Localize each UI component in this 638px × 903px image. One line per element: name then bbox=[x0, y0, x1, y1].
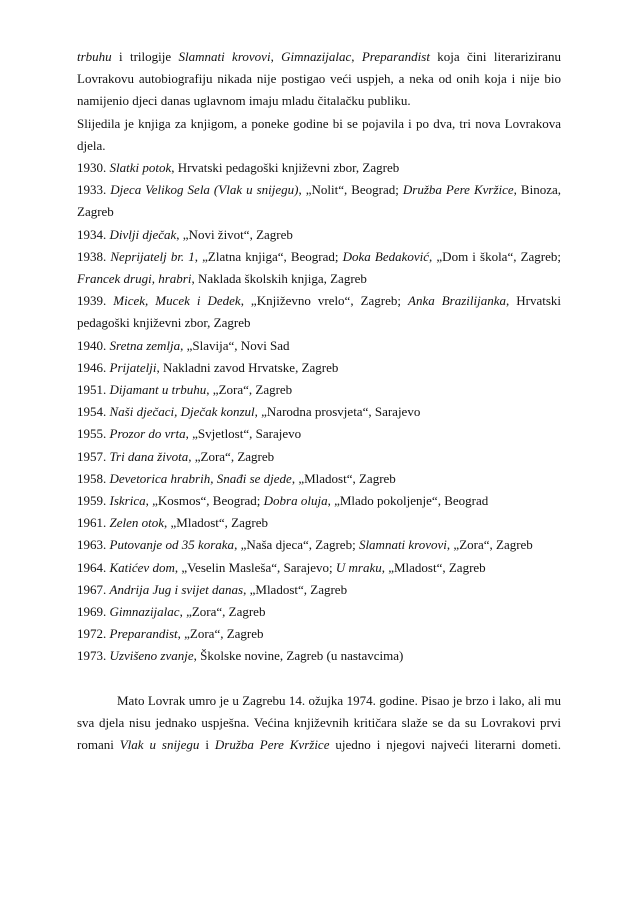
works-entry bbox=[77, 379, 561, 401]
works-entry bbox=[77, 446, 561, 468]
work-publisher: , „Nolit“, Beograd; bbox=[298, 182, 403, 198]
works-entry bbox=[77, 468, 561, 490]
works-year: 1973. bbox=[77, 648, 110, 664]
italic-title: Gimnazijalac bbox=[281, 49, 352, 64]
works-entry bbox=[77, 557, 561, 579]
work-publisher: , „Narodna prosvjeta“, Sarajevo bbox=[254, 404, 421, 420]
works-entry bbox=[77, 401, 561, 423]
closing-paragraph: Mato Lovrak umro je u Zagrebu 14. ožujka 1974. godine. Pisao je brzo i lako, ali mu sva djela nisu jednako uspješna. Većina književnih kritičara slaže se da su Lovrakovi prvi romani Vlak u snijegu i Družba Pere Kvržice ujedno i njegovi najveći literarni dometi. bbox=[77, 692, 561, 753]
work-publisher: , „Slavija“, Novi Sad bbox=[180, 337, 290, 353]
work-publisher: , „Mladost“, Zagreb bbox=[381, 559, 486, 575]
work-publisher: , „Kosmos“, Beograd; bbox=[145, 493, 264, 509]
work-publisher: , Binoza, Zagreb bbox=[77, 182, 561, 220]
work-title: Anka Brazilijanka bbox=[408, 293, 506, 309]
works-year: 1958. bbox=[77, 470, 110, 486]
italic-title: Slamnati krovovi bbox=[178, 49, 271, 64]
work-publisher: , „Književno vrelo“, Zagreb; bbox=[240, 293, 408, 309]
italic-title: trbuhu bbox=[77, 49, 112, 64]
work-publisher: , „Zora“, Zagreb bbox=[446, 537, 533, 553]
paragraph-gap bbox=[77, 668, 561, 690]
work-title: U mraku bbox=[335, 559, 382, 575]
work-title: Doka Bedaković bbox=[342, 248, 430, 264]
works-entry bbox=[77, 645, 561, 667]
work-title: Tri dana života bbox=[109, 448, 189, 464]
document-page bbox=[77, 46, 561, 756]
works-entry bbox=[77, 357, 561, 379]
works-entry bbox=[77, 534, 561, 556]
works-entry bbox=[77, 290, 561, 334]
work-title: Djeca Velikog Sela (Vlak u snijegu) bbox=[110, 182, 299, 198]
work-title: Zelen otok bbox=[109, 515, 165, 531]
work-title: Andrija Jug i svijet danas bbox=[109, 581, 244, 597]
works-entry bbox=[77, 246, 561, 290]
works-year: 1959. bbox=[77, 493, 110, 509]
work-publisher: , Hrvatski pedagoški književni zbor, Zagreb bbox=[171, 160, 400, 176]
italic-title: Družba Pere Kvržice bbox=[214, 737, 330, 753]
work-title: Preparandist bbox=[109, 626, 178, 642]
works-year: 1955. bbox=[77, 426, 110, 442]
works-year: 1969. bbox=[77, 604, 110, 620]
works-year: 1930. bbox=[77, 160, 110, 176]
work-title: Dobra oluja bbox=[263, 493, 328, 509]
work-title: Uzvišeno zvanje bbox=[109, 648, 194, 664]
work-publisher: , „Zora“, Zagreb bbox=[206, 382, 293, 398]
works-year: 1957. bbox=[77, 448, 110, 464]
work-publisher: , „Novi život“, Zagreb bbox=[176, 226, 293, 242]
work-publisher: , „Naša djeca“, Zagreb; bbox=[234, 537, 359, 553]
work-title: Dijamant u trbuhu bbox=[109, 382, 207, 398]
work-publisher: , „Svjetlost“, Sarajevo bbox=[185, 426, 302, 442]
works-year: 1967. bbox=[77, 581, 110, 597]
works-year: 1940. bbox=[77, 337, 110, 353]
works-entry bbox=[77, 224, 561, 246]
works-entry bbox=[77, 623, 561, 645]
work-publisher: , „Zlatna knjiga“, Beograd; bbox=[194, 248, 343, 264]
work-title: Sretna zemlja bbox=[109, 337, 181, 353]
works-year: 1938. bbox=[77, 248, 111, 264]
work-title: Micek, Mucek i Dedek bbox=[113, 293, 241, 309]
works-year: 1939. bbox=[77, 293, 114, 309]
italic-title: Preparandist bbox=[361, 49, 430, 64]
works-entry bbox=[77, 157, 561, 179]
works-entry bbox=[77, 179, 561, 223]
work-title: Katićev dom bbox=[109, 559, 175, 575]
work-publisher: , Nakladni zavod Hrvatske, Zagreb bbox=[156, 359, 339, 375]
work-publisher: , „Mladost“, Zagreb bbox=[164, 515, 268, 531]
work-title: Slatki potok bbox=[109, 160, 172, 176]
work-title: Gimnazijalac bbox=[109, 604, 180, 620]
works-year: 1951. bbox=[77, 382, 110, 398]
work-publisher: , „Dom i škola“, Zagreb; bbox=[429, 248, 562, 264]
works-list bbox=[77, 157, 561, 668]
work-publisher: , „Veselin Masleša“, Sarajevo; bbox=[174, 559, 336, 575]
work-publisher: , „Mlado pokoljenje“, Beograd bbox=[327, 493, 489, 509]
work-publisher: , „Zora“, Zagreb bbox=[188, 448, 275, 464]
works-entry bbox=[77, 601, 561, 623]
work-publisher: , Naklada školskih knjiga, Zagreb bbox=[191, 271, 367, 287]
works-year: 1933. bbox=[77, 182, 111, 198]
work-title: Devetorica hrabrih, Snađi se djede bbox=[109, 470, 292, 486]
work-title: Iskrica bbox=[109, 493, 146, 509]
works-year: 1961. bbox=[77, 515, 110, 531]
work-title: Putovanje od 35 koraka bbox=[109, 537, 235, 553]
works-entry bbox=[77, 512, 561, 534]
italic-title: Vlak u snijegu bbox=[119, 737, 200, 753]
works-year: 1954. bbox=[77, 404, 110, 420]
second-paragraph: Slijedila je knjiga za knjigom, a poneke godine bi se pojavila i po dva, tri nova Lovrakova djela. bbox=[77, 115, 561, 153]
works-entry bbox=[77, 423, 561, 445]
works-year: 1972. bbox=[77, 626, 110, 642]
work-title: Francek drugi, hrabri bbox=[77, 271, 192, 287]
intro-paragraph: trbuhu i trilogije Slamnati krovovi, Gimnazijalac, Preparandist koja čini literariziranu Lovrakovu autobiografiju nikada nije postigao veći uspjeh, a neka od onih koja i nije bio namijenio djeci danas uglavnom imaju mladu čitalačku publiku. bbox=[77, 49, 561, 109]
work-publisher: , „Zora“, Zagreb bbox=[177, 626, 264, 642]
work-title: Družba Pere Kvržice bbox=[402, 182, 514, 198]
work-title: Prijatelji bbox=[109, 359, 157, 375]
work-title: Divlji dječak bbox=[109, 226, 177, 242]
works-entry bbox=[77, 579, 561, 601]
work-publisher: , „Zora“, Zagreb bbox=[179, 604, 266, 620]
works-year: 1946. bbox=[77, 359, 110, 375]
work-title: Neprijatelj br. 1 bbox=[110, 248, 195, 264]
work-publisher: , „Mladost“, Zagreb bbox=[243, 581, 348, 597]
work-title: Slamnati krovovi bbox=[358, 537, 447, 553]
work-title: Prozor do vrta bbox=[109, 426, 186, 442]
work-publisher: , „Mladost“, Zagreb bbox=[291, 470, 396, 486]
work-publisher: , Hrvatski pedagoški književni zbor, Zagreb bbox=[77, 293, 561, 331]
works-year: 1934. bbox=[77, 226, 110, 242]
works-year: 1964. bbox=[77, 559, 110, 575]
works-entry bbox=[77, 335, 561, 357]
works-entry bbox=[77, 490, 561, 512]
work-publisher: , Školske novine, Zagreb (u nastavcima) bbox=[193, 648, 404, 664]
works-year: 1963. bbox=[77, 537, 110, 553]
work-title: Naši dječaci, Dječak konzul bbox=[109, 404, 255, 420]
